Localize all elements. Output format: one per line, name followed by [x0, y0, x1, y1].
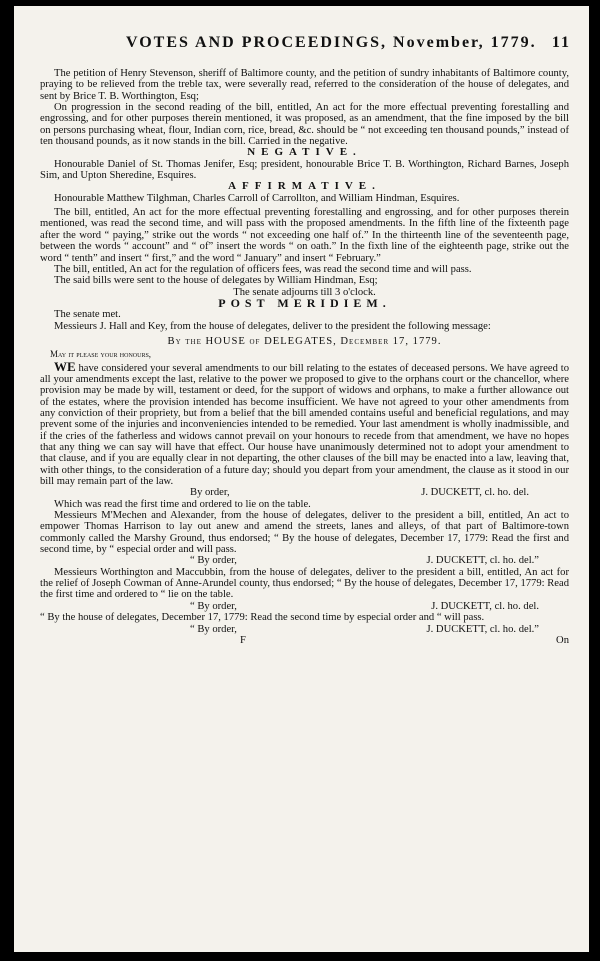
page-number: 11	[551, 34, 571, 51]
by-order-label: By order,	[190, 487, 230, 499]
negative-voters: Honourable Daniel of St. Thomas Jenifer, Esq; president, honourable Brice T. B. Worthington, Richard Barnes, Joseph Sim, and Upton Sheredine, Esquires.	[40, 158, 569, 182]
clerk-name: J. DUCKETT, cl. ho. del.”	[426, 555, 539, 567]
paragraph-read-first: Which was read the first time and ordered to lie on the table.	[54, 498, 311, 510]
page-footer	[40, 635, 569, 647]
message-body	[40, 358, 569, 488]
affirmative-voters: Honourable Matthew Tilghman, Charles Carroll of Carrollton, and William Hindman, Esquires.	[54, 192, 460, 204]
clerk-name: J. DUCKETT, cl. ho. del.	[421, 487, 529, 499]
clerk-name: J. DUCKETT, cl. ho. del.	[431, 600, 539, 612]
paragraph-amendment: On progression in the second reading of the bill, entitled, An act for the more effectual preventing forestalling and engrossing, and for other purposes therein mentioned, it was proposed, as an amendment, that the fine imposed by the bill on persons purchasing wheat, flour, Indian corn, rice, bread, &c. should be “ not exceeding ten thousand pounds,” instead of ten thousand pounds, as it now stands in the bill. Carried in the negative.	[40, 102, 569, 148]
post-meridiem-heading: POST MERIDIEM.	[218, 295, 391, 310]
signature-1	[40, 555, 569, 566]
by-order-label: “ By order,	[190, 555, 237, 567]
by-order-label: “ By order,	[190, 600, 237, 612]
message-text: have considered your several amendments to our bill relating to the estates of deceased persons. We have agreed to all your amendments except the last, relative to the power we proposed to give to the orphans court or the chancellor, where provision may be made by will, testament or deed, for the support of widows and orphans, to make a further allowance out of the estates, where the provision intended has become insufficient. We have not agreed to your other amendments from any conviction of their propriety, but from a belief that the bill amended contains useful and beneficial regulations, and may prevent some of the injuries and inconveniencies intended to be remedied. Your last amendment is wholly inadmissible, and if the cries of the fatherless and widows cannot prevail on your honours to recede from that amendment, we have no hopes that any thing we can say will have that effect. Our house have unanimously determined not to adopt your amendment to that clause, and if you are equally clear in not departing, the other clauses of the bill may be enacted into a law, leaving that, with other things, to the consideration of a future day; should you depart from your amendment, the clause as it stood in our bill may remain part of the law.	[40, 362, 569, 488]
paragraph-bills-sent: The said bills were sent to the house of delegates by William Hindman, Esq;	[54, 275, 378, 287]
clerk-name: J. DUCKETT, cl. ho. del.”	[426, 623, 539, 635]
message-salutation: May it please your honours,	[50, 349, 152, 360]
paragraph-second-reading: “ By the house of delegates, December 17, 1779: Read the second time by especial order and “ will pass.	[40, 612, 485, 624]
adjourn-note: The senate adjourns till 3 o'clock.	[233, 286, 376, 298]
paragraph-harrison-bill: Messieurs M'Mechen and Alexander, from the house of delegates, deliver to the president a bill, entitled, An act to empower Thomas Harrison to lay out anew and amend the streets, lanes and alleys, of that part of Baltimore-town commonly called the Marshy Ground, thus endorsed; “ By the house of delegates, December 17, 1779: Read the first and second time, by “ especial order and will pass.	[40, 510, 569, 556]
catchword: On	[556, 634, 569, 646]
affirmative-heading: AFFIRMATIVE.	[228, 180, 381, 193]
page-body	[40, 68, 569, 647]
message-intro: Messieurs J. Hall and Key, from the house of delegates, deliver to the president the following message:	[54, 320, 491, 332]
by-order-label: “ By order,	[190, 623, 237, 635]
paragraph-cowman-bill: Messieurs Worthington and Maccubbin, from the house of delegates, deliver to the president a bill, entitled, An act for the relief of Joseph Cowman of Anne-Arundel county, thus endorsed; “ By the house of delegates, December 17, 1779: Read the first time and ordered to “ lie on the table.	[40, 566, 569, 601]
negative-heading: NEGATIVE.	[247, 146, 362, 159]
message-signature	[40, 487, 569, 498]
running-head	[126, 34, 571, 52]
paragraph-forestalling-bill: The bill, entitled, An act for the more effectual preventing forestalling and engrossing, and for other purposes therein mentioned, was read the second time, and will pass with the proposed amendments. In the fifth line of the fixteenth page after the word “ paying,” strike out the words “ not exceeding one half of.” In the thirteenth line of the seventeenth page, between the words “ account” and “ of” insert the words “ on oath.” In the fixth line of the eighteenth page, strike out the word “ tenth” and insert “ first,” and the word “ January” and insert “ February.”	[40, 207, 569, 264]
signature-3	[40, 624, 569, 635]
drop-initial: WE	[54, 358, 76, 374]
signature-mark: F	[240, 634, 246, 646]
paragraph-officers-fees: The bill, entitled, An act for the regulation of officers fees, was read the second time and will pass.	[54, 263, 472, 275]
senate-met: The senate met.	[54, 309, 121, 321]
message-dateline: By the HOUSE of DELEGATES, December 17, 1779.	[167, 335, 442, 347]
page-title: VOTES AND PROCEEDINGS, November, 1779.	[126, 34, 537, 51]
newspaper-page	[14, 6, 589, 952]
paragraph-petition: The petition of Henry Stevenson, sheriff of Baltimore county, and the petition of sundry inhabitants of Baltimore county, praying to be relieved from the treble tax, were severally read, referred to the consideration of the house of delegates, and sent by Brice T. B. Worthington, Esq;	[40, 68, 569, 102]
signature-2	[40, 601, 569, 612]
